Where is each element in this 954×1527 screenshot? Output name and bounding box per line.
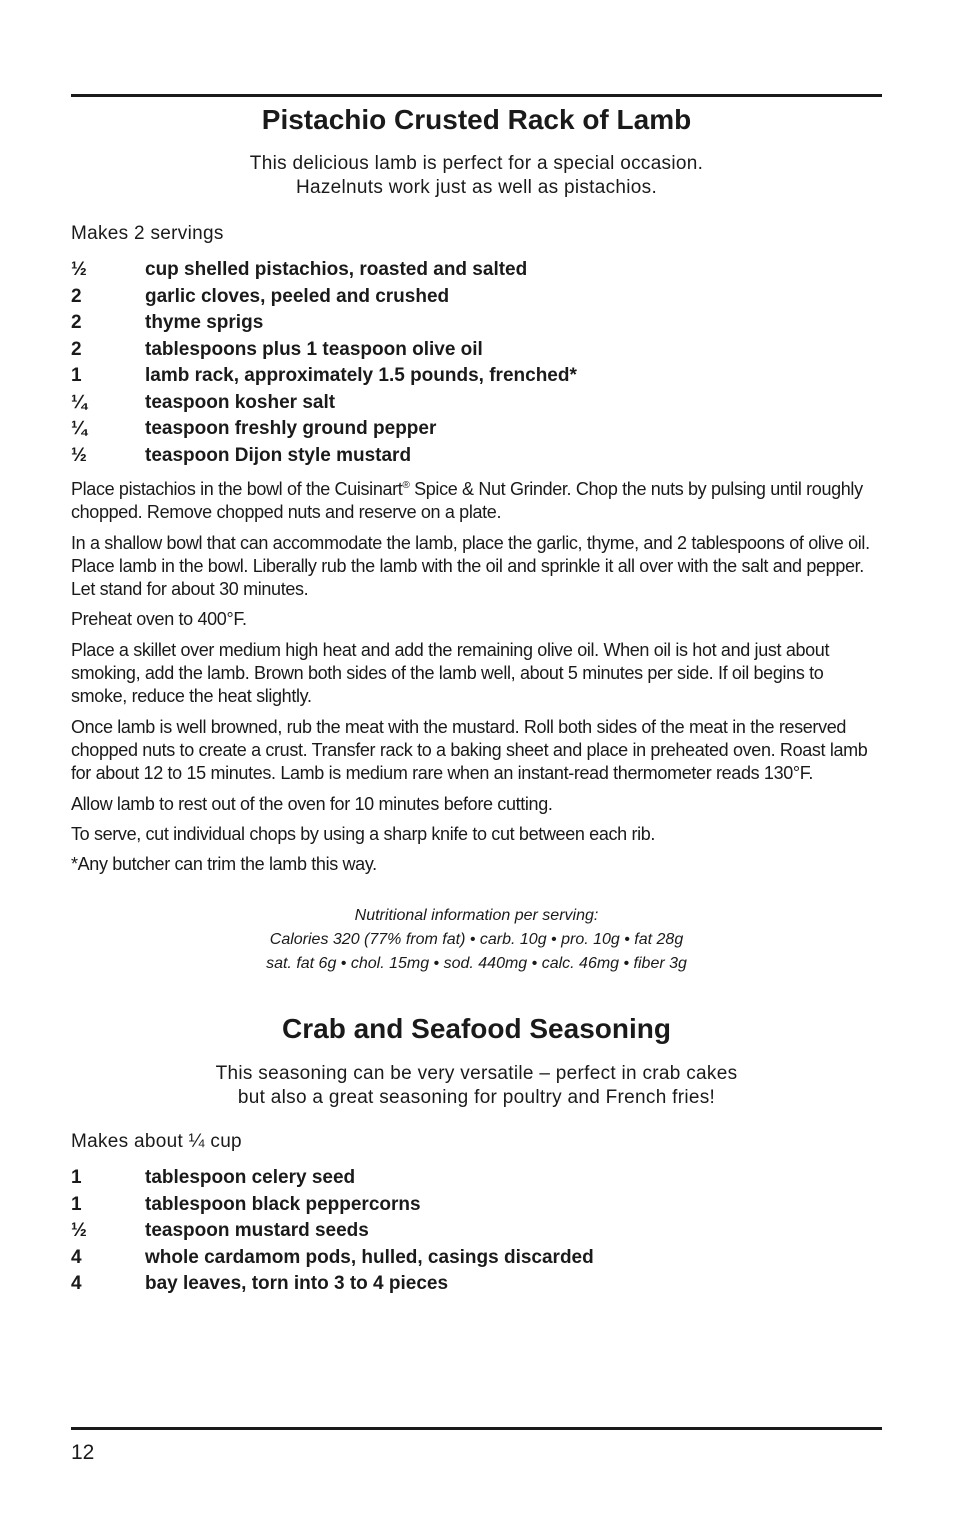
direction-step: To serve, cut individual chops by using a sharp knife to cut between each rib. [71, 823, 656, 844]
recipe-title: Pistachio Crusted Rack of Lamb [261, 104, 692, 135]
ingredient-item [71, 1165, 882, 1192]
servings-text: Makes 2 servings [71, 223, 224, 244]
ingredient-item [71, 1192, 882, 1219]
directions [71, 478, 882, 883]
intro-line: but also a great seasoning for poultry and French fries! [237, 1087, 716, 1108]
ingredient-qty: 4 [71, 1273, 82, 1294]
direction-step [71, 478, 882, 525]
ingredient-text: cup shelled pistachios, roasted and salted [145, 259, 528, 280]
step-text: Spice & Nut Grinder. Chop the nuts by pulsing until roughly chopped. Remove chopped nuts and reserve on a plate. [71, 479, 863, 523]
ingredient-text: teaspoon Dijon style mustard [145, 444, 412, 466]
ingredient-item [71, 284, 882, 311]
ingredient-text: tablespoons plus 1 teaspoon olive oil [145, 338, 483, 360]
ingredient-qty: 1 [71, 1167, 82, 1188]
recipe-intro [71, 1062, 882, 1110]
ingredient-item [71, 443, 882, 470]
ingredient-qty: ½ [71, 259, 87, 280]
nutrition-line: Calories 320 (77% from fat) • carb. 10g • pro. 10g • fat 28g [269, 931, 684, 948]
ingredient-qty: 1 [71, 365, 82, 386]
direction-step: Preheat oven to 400°F. [71, 609, 247, 630]
ingredient-list [71, 257, 882, 469]
registered-mark: ® [402, 480, 410, 491]
ingredient-qty: 2 [71, 312, 82, 333]
ingredient-item [71, 337, 882, 364]
ingredient-qty: ¼ [71, 418, 87, 439]
ingredient-item [71, 363, 882, 390]
ingredient-item [71, 257, 882, 284]
ingredient-text: tablespoon celery seed [145, 1167, 356, 1188]
ingredient-text: teaspoon mustard seeds [145, 1220, 369, 1241]
ingredient-text: tablespoon black peppercorns [145, 1193, 421, 1215]
direction-step: In a shallow bowl that can accommodate the lamb, place the garlic, thyme, and 2 tablespoons of olive oil. Place lamb in the bowl. Liberally rub the lamb with the oil and sprinkle it all over with the salt and pepper. Let stand for about 30 minutes. [71, 532, 870, 600]
ingredient-qty: ½ [71, 1220, 87, 1241]
ingredient-qty: ¼ [71, 391, 87, 413]
recipe-title: Crab and Seafood Seasoning [282, 1013, 671, 1044]
bottom-rule [71, 1427, 882, 1430]
recipe-intro [71, 152, 882, 200]
intro-line: This delicious lamb is perfect for a special occasion. [249, 153, 704, 174]
ingredient-item [71, 416, 882, 443]
ingredient-item [71, 390, 882, 417]
ingredient-text: garlic cloves, peeled and crushed [145, 285, 450, 307]
intro-line: This seasoning can be very versatile – perfect in crab cakes [215, 1063, 738, 1084]
ingredient-qty: ½ [71, 444, 87, 466]
direction-step: Place a skillet over medium high heat and add the remaining olive oil. When oil is hot and just about smoking, add the lamb. Brown both sides of the lamb well, about 5 minutes per side. If oil begins to smoke, reduce the heat slightly. [71, 639, 830, 707]
ingredient-item [71, 1218, 882, 1245]
ingredient-text: bay leaves, torn into 3 to 4 pieces [145, 1273, 449, 1294]
ingredient-text: teaspoon kosher salt [145, 391, 336, 413]
ingredient-text: whole cardamom pods, hulled, casings discarded [145, 1246, 594, 1268]
step-text: Place pistachios in the bowl of the Cuisinart [71, 479, 403, 499]
ingredient-text: teaspoon freshly ground pepper [145, 418, 437, 439]
direction-step: Allow lamb to rest out of the oven for 10 minutes before cutting. [71, 793, 553, 814]
ingredient-list [71, 1165, 882, 1298]
direction-step: Once lamb is well browned, rub the meat with the mustard. Roll both sides of the meat in the reserved chopped nuts to create a crust. Transfer rack to a baking sheet and place in preheated oven. Roast lamb for about 12 to 15 minutes. Lamb is medium rare when an instant-read thermometer reads 130°F. [71, 716, 868, 784]
ingredient-qty: 2 [71, 338, 82, 360]
ingredient-text: thyme sprigs [145, 312, 264, 333]
footnote: *Any butcher can trim the lamb this way. [71, 854, 377, 875]
ingredient-qty: 2 [71, 285, 82, 307]
nutrition-line: sat. fat 6g • chol. 15mg • sod. 440mg • calc. 46mg • fiber 3g [266, 955, 687, 972]
ingredient-item [71, 1271, 882, 1298]
servings-text: Makes about ¼ cup [71, 1131, 242, 1152]
ingredient-text: lamb rack, approximately 1.5 pounds, frenched* [145, 365, 577, 386]
ingredient-qty: 4 [71, 1246, 82, 1268]
ingredient-item [71, 1245, 882, 1272]
top-rule [71, 94, 882, 97]
ingredient-qty: 1 [71, 1193, 82, 1215]
intro-line: Hazelnuts work just as well as pistachios. [295, 177, 658, 198]
page-number: 12 [71, 1441, 95, 1464]
nutrition-info [71, 904, 882, 976]
ingredient-item [71, 310, 882, 337]
nutrition-heading: Nutritional information per serving: [354, 907, 599, 924]
